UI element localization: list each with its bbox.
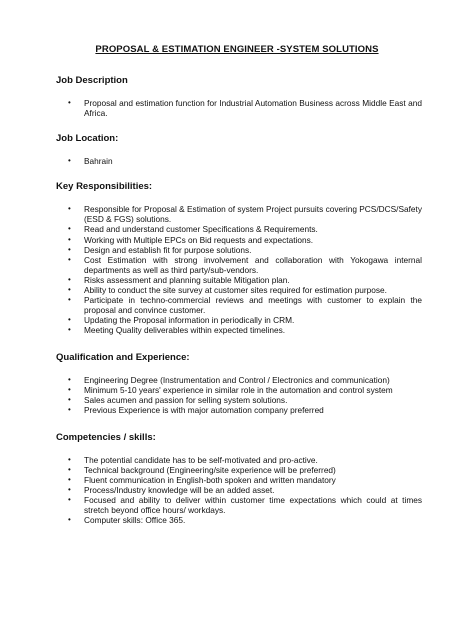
bullet-icon: •	[68, 325, 71, 335]
section-competencies-skills	[56, 432, 422, 526]
bullet-icon: •	[68, 156, 71, 166]
job-description-list	[56, 98, 422, 118]
bullet-icon: •	[68, 224, 71, 234]
page-title: PROPOSAL & ESTIMATION ENGINEER -SYSTEM SOLUTIONS	[95, 44, 379, 55]
bullet-icon: •	[68, 274, 71, 284]
section-job-location	[56, 133, 422, 166]
list-item: • Focused and ability to deliver within customer time expectations which could at times stretch beyond office hours/ workdays.	[68, 495, 422, 516]
section-job-description	[56, 75, 422, 118]
bullet-icon: •	[68, 244, 71, 254]
list-item: • Design and establish fit for purpose solutions.	[68, 244, 252, 255]
document-body	[56, 75, 422, 526]
bullet-icon: •	[68, 404, 71, 414]
list-item: • Working with Multiple EPCs on Bid requests and expectations.	[68, 234, 314, 245]
list-item: • Engineering Degree (Instrumentation and Control / Electronics and communication)	[68, 374, 390, 385]
bullet-icon: •	[68, 454, 71, 464]
list-item: • Meeting Quality deliverables within expected timelines.	[68, 325, 286, 336]
bullet-icon: •	[68, 254, 71, 264]
competencies-list	[56, 455, 422, 526]
bullet-icon: •	[68, 315, 71, 325]
bullet-icon: •	[68, 204, 71, 214]
list-item: • Ability to conduct the site survey at customer sites required for estimation purpose.	[68, 285, 387, 296]
list-item: • Responsible for Proposal & Estimation of system Project pursuits covering PCS/DCS/Safety (ESD & FGS) solutions.	[68, 204, 422, 225]
section-heading-key-responsibilities: Key Responsibilities:	[56, 181, 153, 193]
section-heading-job-description: Job Description	[56, 75, 128, 86]
bullet-icon: •	[68, 285, 71, 295]
list-item: • Minimum 5-10 years' experience in similar role in the automation and control system	[68, 384, 393, 395]
section-qualification-experience	[56, 352, 422, 415]
job-location-list	[56, 156, 422, 166]
section-heading-job-location: Job Location:	[56, 133, 119, 145]
bullet-icon: •	[68, 394, 71, 404]
list-item: • Updating the Proposal information in periodically in CRM.	[68, 315, 295, 326]
list-item: • Computer skills: Office 365.	[68, 515, 186, 526]
bullet-icon: •	[68, 384, 71, 394]
section-key-responsibilities	[56, 181, 422, 335]
bullet-icon: •	[68, 515, 71, 525]
bullet-icon: •	[68, 495, 71, 505]
bullet-icon: •	[68, 374, 71, 384]
qualification-list	[56, 375, 422, 415]
list-item: • Process/Industry knowledge will be an added asset.	[68, 485, 275, 496]
bullet-icon: •	[68, 234, 71, 244]
list-item: • Participate in techno-commercial reviews and meetings with customer to explain the proposal and convince customer.	[68, 295, 422, 316]
list-item: • The potential candidate has to be self-motivated and pro-active.	[68, 454, 318, 465]
list-item: • Read and understand customer Specifications & Requirements.	[68, 224, 318, 235]
list-item: • Previous Experience is with major automation company preferred	[68, 404, 324, 415]
bullet-icon: •	[68, 98, 71, 107]
bullet-icon: •	[68, 485, 71, 495]
key-responsibilities-list	[56, 204, 422, 335]
section-heading-competencies-skills: Competencies / skills:	[56, 431, 156, 443]
bullet-icon: •	[68, 464, 71, 474]
bullet-icon: •	[68, 295, 71, 305]
bullet-icon: •	[68, 475, 71, 485]
list-item: • Sales acumen and passion for selling system solutions.	[68, 394, 288, 405]
list-item: • Fluent communication in English-both spoken and written mandatory	[68, 475, 336, 486]
list-item: • Technical background (Engineering/site experience will be preferred)	[68, 464, 336, 475]
list-item: • Proposal and estimation function for Industrial Automation Business across Middle East and Africa.	[68, 98, 422, 119]
list-item: • Risks assessment and planning suitable Mitigation plan.	[68, 274, 290, 285]
list-item: • Cost Estimation with strong involvement and collaboration with Yokogawa internal departments as well as third party/sub-vendors.	[68, 254, 422, 275]
list-item: • Bahrain	[68, 156, 113, 167]
section-heading-qualification-experience: Qualification and Experience:	[56, 351, 190, 363]
